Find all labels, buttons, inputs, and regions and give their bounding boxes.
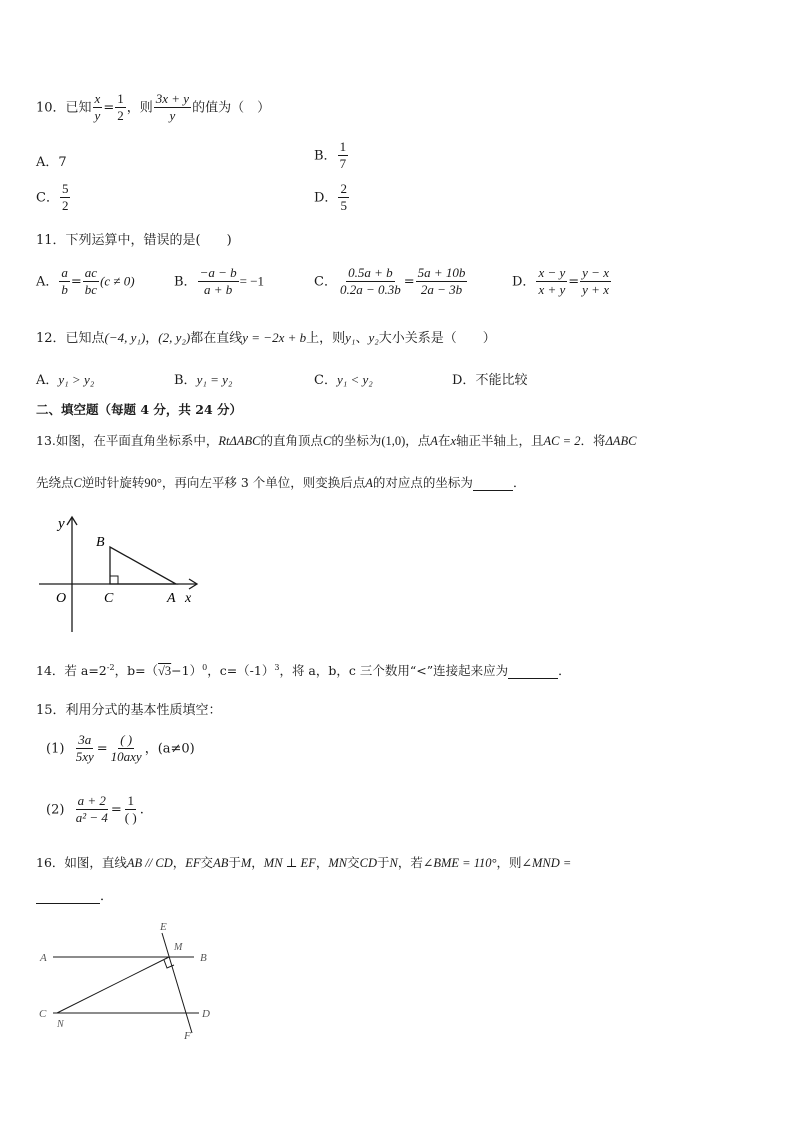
q13-right-angle-mark (110, 576, 118, 584)
question-13-line-1: 13.如图，在平面直角坐标系中，RtΔABC的直角顶点C的坐标为(1,0)，点A在x轴正半轴上，且AC = 2．将ΔABC (36, 433, 637, 448)
q16-answer-blank[interactable] (36, 889, 100, 904)
q10-option-a[interactable]: A．7 (36, 155, 67, 170)
q16-label-m: M (174, 942, 183, 953)
q11-option-a[interactable]: A． $\frac{a}{b}$ = $\frac{ac}{bc}$ (c ≠ 0) (36, 265, 135, 298)
q16-parallel-lines-figure (34, 915, 229, 1045)
q12-option-a[interactable]: A．y₁ > y₂ (36, 372, 95, 388)
q16-segment-mn (57, 957, 169, 1013)
q16-answer-line: ． (36, 885, 113, 904)
q16-label-f: F (184, 1030, 191, 1042)
q13-label-a: A (167, 591, 176, 606)
question-11: 11．下列运算中，错误的是( ) (36, 233, 232, 248)
q13-answer-blank[interactable] (473, 490, 513, 491)
q10-fraction-x-over-y: $\frac{x}{y}$ (94, 91, 101, 124)
q13-label-o: O (56, 591, 67, 606)
q14-answer-blank[interactable] (508, 678, 558, 679)
q15-sub-1: (1) $\frac{3a}{5xy}$ = $\frac{( )}{\text{10axy}}$ ，(a≠0) (46, 732, 195, 765)
question-14: 14．若 $a=2^{-2}$，$b=(√3-1)^0$，$c=(-1)^3$，将 a，b，c 三个数用“<”连接起来应为 ． (36, 662, 571, 678)
q12-option-c[interactable]: C．y₁ < y₂ (314, 372, 373, 388)
q13-label-x: x (185, 591, 192, 606)
q16-label-c: C (39, 1008, 47, 1020)
q11-option-d[interactable]: D． $\frac{x - y}{x + y}$ = $\frac{y - x}{y + x}$ (512, 265, 609, 298)
question-10: 10．已知 $\frac{x}{y}$ = $\frac{1}{2}$ ，则 $\frac{3x + y}{y}$ 的值为（ ） (36, 91, 271, 124)
q13-coordinate-figure (34, 510, 209, 635)
q16-label-e: E (160, 921, 167, 933)
q16-label-b: B (200, 952, 207, 964)
q16-label-n: N (57, 1019, 64, 1030)
q13-label-b: B (96, 535, 105, 550)
q15-s1-blank[interactable]: ( ) (118, 733, 134, 749)
q11-option-c[interactable]: C． $\frac{0.5a + b}{0.2a - 0.3b}$ = $\frac{5a + 10b}{2a - 3b}$ (314, 265, 466, 298)
q16-label-d: D (202, 1008, 210, 1020)
q13-label-c: C (104, 591, 114, 606)
q10-fraction-expression: $\frac{3x + y}{y}$ (155, 91, 190, 124)
question-15: 15．利用分式的基本性质填空： (36, 703, 222, 718)
q16-label-a: A (40, 952, 47, 964)
question-16: 16．如图，直线AB // CD，EF交AB于M，MN ⊥ EF，MN交CD于N，若∠BME = 110°，则∠MND = (36, 855, 572, 870)
q11-option-b[interactable]: B． $\frac{-a - b}{a + b}$ = −1 (174, 265, 265, 298)
q10-option-b[interactable]: B． $\frac{1}{7}$ (314, 139, 347, 172)
q10-option-d[interactable]: D． $\frac{2}{5}$ (314, 181, 347, 214)
question-13-line-2: 先绕点C逆时针旋转90°，再向左平移 3 个单位，则变换后点A的对应点的坐标为 ． (36, 475, 526, 490)
q12-option-d[interactable]: D．不能比较 (452, 373, 528, 388)
q12-option-b[interactable]: B．y₁ = y₂ (174, 372, 233, 388)
q15-sub-2: (2) $\frac{a + 2}{\text{a² − 4}}$ = $\frac{1}{( )}$ . (46, 793, 144, 826)
q13-triangle-abc (110, 547, 176, 584)
q10-fraction-one-half: $\frac{1}{2}$ (117, 91, 124, 124)
question-12: 12．已知点(−4, y₁)，(2, y₂)都在直线y = −2x + b上，则y₁、y₂大小关系是（ ） (36, 330, 496, 346)
q15-s2-blank[interactable]: ( ) (124, 810, 137, 826)
section-title-fill-in: 二、填空题（每题 4 分，共 24 分） (36, 402, 243, 417)
q13-label-y: y (58, 516, 65, 532)
q10-option-c[interactable]: C． $\frac{5}{2}$ (36, 181, 69, 214)
